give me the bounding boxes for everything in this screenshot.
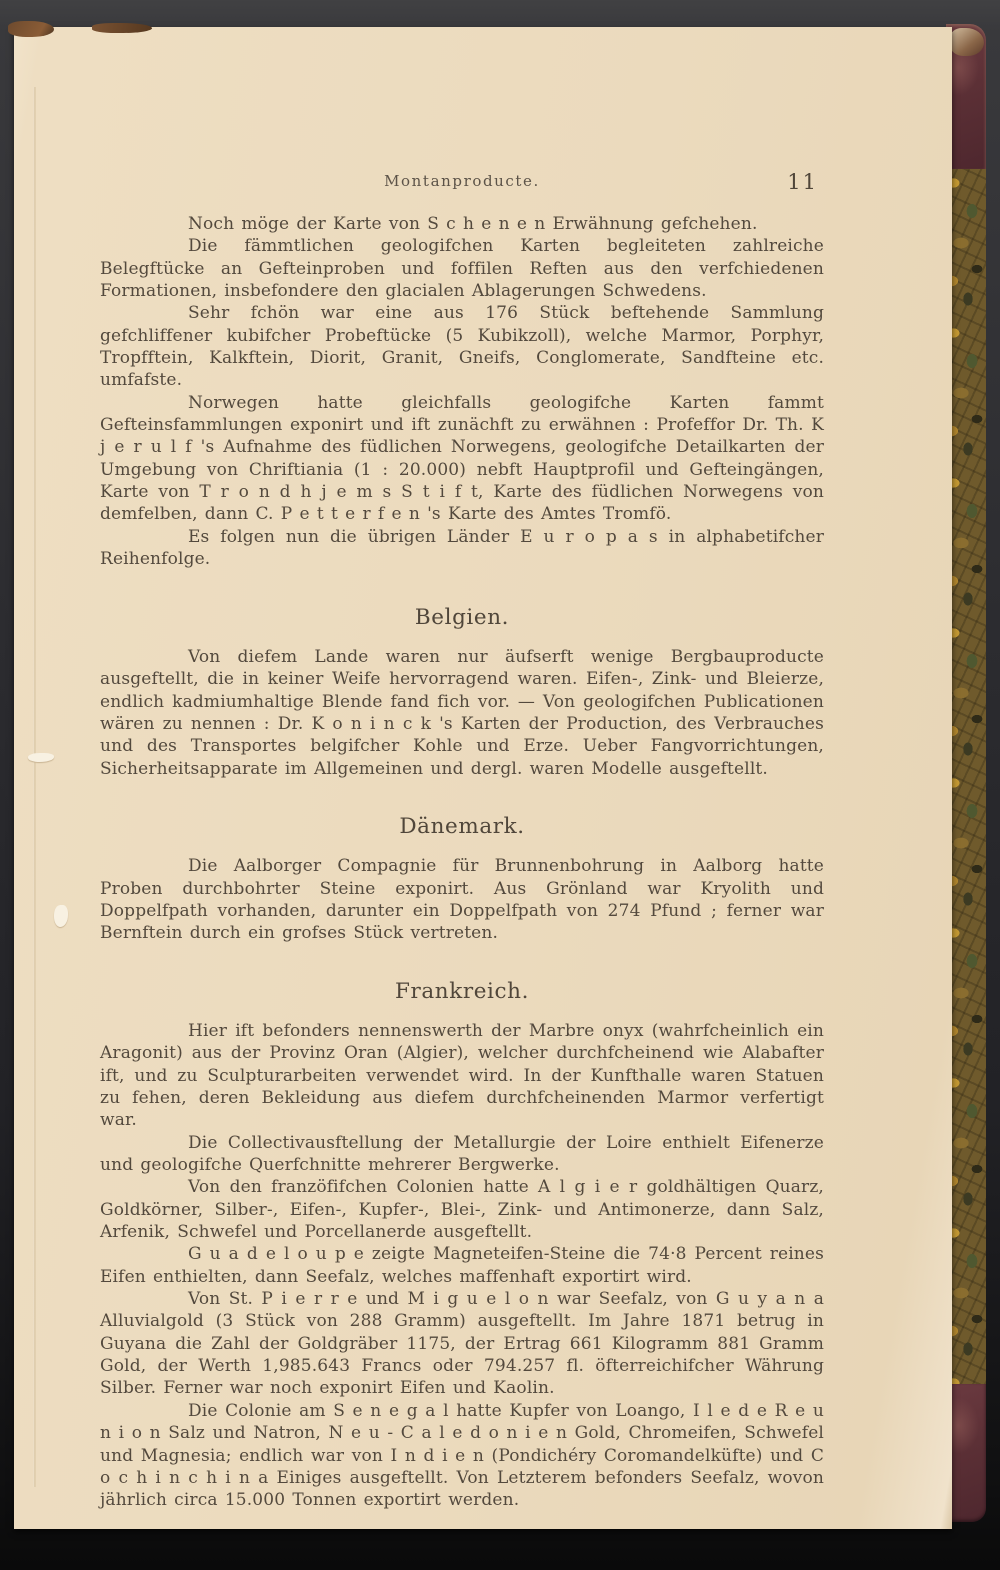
page-number: 11 bbox=[787, 170, 818, 194]
paragraph: Von den franzöfifchen Colonien hatte A l g i e r goldhältigen Quarz, Goldkörner, Silber-, Eifen-, Kupfer-, Blei-, Zink- und Antimonerze, dann Salz, Arfenik, Schwefel und Porcellanerde ausgeftellt. bbox=[100, 1177, 824, 1243]
paragraph: Von St. P i e r r e und M i g u e l o n war Seefalz, von G u y a n a Alluvialgold (3 Stück von 288 Gramm) ausgeftellt. Im Jahre 1871 betrug in Guyana die Zahl der Goldgräber 1175, der Ertrag 661 Kilogramm 881 Gramm Gold, der Werth 1,985.643 Francs oder 794.257 fl. öfterreichifcher Währung Silber. Ferner war noch exponirt Eifen und Kaolin. bbox=[100, 1289, 824, 1399]
book-page bbox=[14, 27, 952, 1529]
paragraph: G u a d e l o u p e zeigte Magneteifen-Steine die 74·8 Percent reines Eifen enthielten, dann Seefalz, welches maffenhaft exportirt wird. bbox=[100, 1244, 824, 1287]
leather-corner-bottom bbox=[946, 1384, 986, 1522]
paragraph: Die Collectivausftellung der Metallurgie der Loire enthielt Eifenerze und geologifche Querfchnitte mehrerer Bergwerke. bbox=[100, 1132, 824, 1176]
running-head bbox=[100, 170, 824, 196]
paragraph: Die fämmtlichen geologifchen Karten begleiteten zahlreiche Belegftücke an Gefteinproben und foffilen Reften aus den verfchiedenen Formationen, insbefondere den glacialen Ablagerungen Schwedens. bbox=[100, 236, 824, 302]
marbled-cover-paper bbox=[946, 169, 986, 1384]
page-tear-notch bbox=[54, 905, 68, 927]
page-text-area bbox=[100, 170, 824, 1512]
paragraph: Es folgen nun die übrigen Länder E u r o p a s in alphabetifcher Reihenfolge. bbox=[100, 526, 824, 570]
paragraph: Von diefem Lande waren nur äufserft wenige Bergbauproducte ausgeftellt, die in keiner Weife hervorragend waren. Eifen-, Zink- und Bleierze, endlich kadmiumhaltige Blende fand fich vor. — Von geologifchen Publicationen wären zu nennen : Dr. K o n i n c k 's Karten der Production, des Verbrauches und des Transportes belgifcher Kohle und Erze. Ueber Fangvorrichtungen, Sicherheitsapparate im Allgemeinen und dergl. waren Modelle ausgeftellt. bbox=[100, 646, 824, 779]
paragraph: Die Colonie am S e n e g a l hatte Kupfer von Loango, I l e d e R e u n i o n Salz und Natron, N e u - C a l e d o n i e n Gold, Chromeifen, Schwefel und Magnesia; endlich war von I n d i e n (Pondichéry Coromandelküfte) und C o c h i n c h i n a Einiges ausgeftellt. Von Letzterem befonders Seefalz, wovon jährlich circa 15.000 Tonnen exportirt werden. bbox=[100, 1400, 824, 1511]
paragraph: Noch möge der Karte von S c h e n e n Erwähnung gefchehen. bbox=[188, 214, 758, 234]
torn-paper-bit bbox=[950, 28, 984, 56]
running-header-title: Montanproducte. bbox=[384, 172, 540, 190]
section-heading-daenemark: Dänemark. bbox=[399, 813, 525, 839]
section-heading-belgien: Belgien. bbox=[414, 604, 510, 630]
book-cover-edge bbox=[946, 24, 986, 1524]
torn-paper-bit bbox=[92, 23, 152, 33]
section-heading-frankreich: Frankreich. bbox=[394, 978, 530, 1004]
body-text bbox=[100, 213, 824, 1512]
paragraph: Sehr fchön war eine aus 176 Stück beftehende Sammlung gefchliffener kubifcher Probeftücke (5 Kubikzoll), welche Marmor, Porphyr, Tropfftein, Kalkftein, Diorit, Granit, Gneifs, Conglomerate, Sandfteine etc. umfafste. bbox=[100, 303, 824, 391]
page-gutter-fold bbox=[33, 87, 36, 1487]
page-tear-notch bbox=[28, 753, 54, 762]
paragraph: Die Aalborger Compagnie für Brunnenbohrung in Aalborg hatte Proben durchbohrter Steine exponirt. Aus Grönland war Kryolith und Doppelfpath vorhanden, darunter ein Doppelfpath von 274 Pfund ; ferner war Bernftein durch ein grofses Stück vertreten. bbox=[100, 856, 824, 944]
torn-paper-bit bbox=[8, 21, 54, 37]
paragraph: Hier ift befonders nennenswerth der Marbre onyx (wahrfcheinlich ein Aragonit) aus der Provinz Oran (Algier), welcher durchfcheinend wie Alabafter ift, und zu Sculpturarbeiten verwendet wird. In der Kunfthalle waren Statuen zu fehen, deren Bekleidung aus diefem durchfcheinenden Marmor verfertigt war. bbox=[100, 1020, 824, 1131]
paragraph: Norwegen hatte gleichfalls geologifche Karten fammt Gefteinsfammlungen exponirt und ift zunächft zu erwähnen : Profeffor Dr. Th. K j e r u l f 's Aufnahme des füdlichen Norwegens, geologifche Detailkarten der Umgebung von Chriftiania (1 : 20.000) nebft Hauptprofil und Gefteingängen, Karte von T r o n d h j e m s S t i f t, Karte des füdlichen Norwegens von demfelben, dann C. P e t t e r f e n 's Karte des Amtes Tromfö. bbox=[100, 392, 824, 525]
